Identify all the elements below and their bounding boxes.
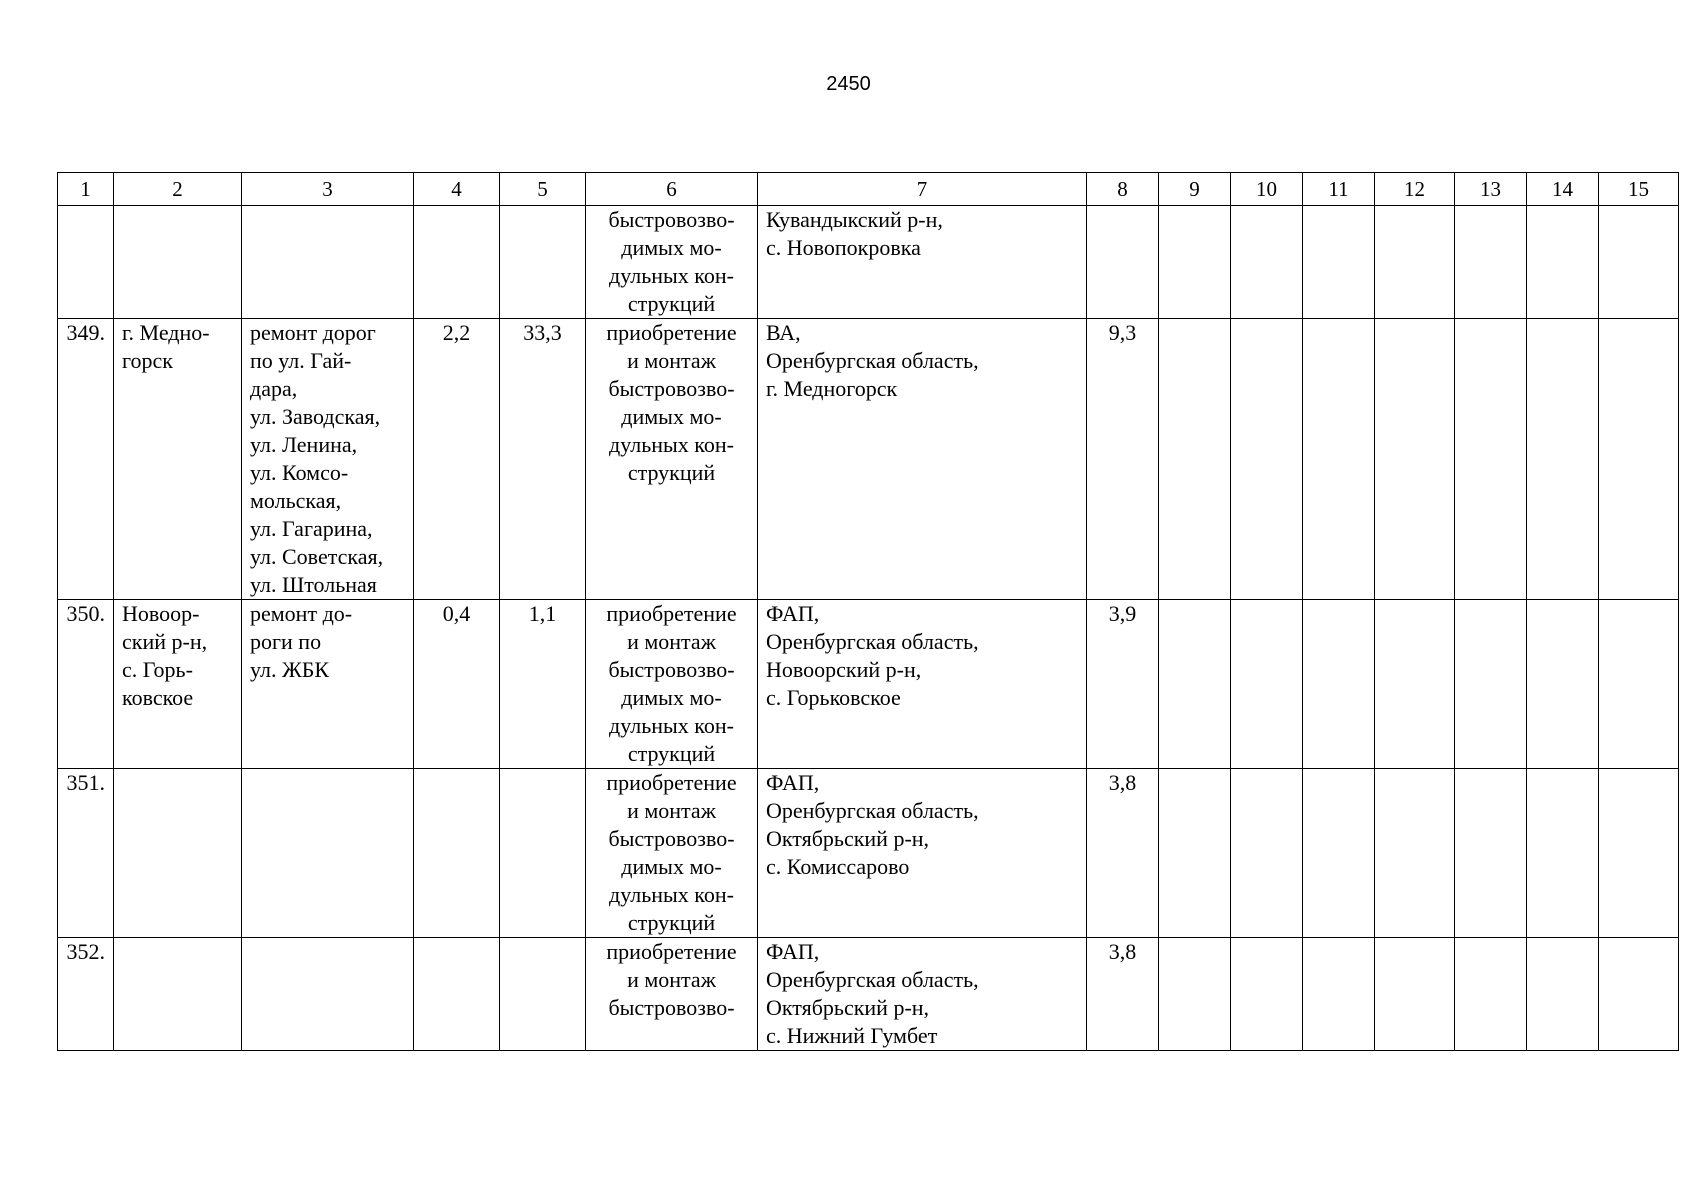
empty-cell [1455, 600, 1527, 769]
value-cell-8 [1087, 206, 1159, 319]
empty-cell [1599, 319, 1679, 600]
column-header: 7 [758, 173, 1087, 206]
empty-cell [1455, 938, 1527, 1051]
work-description-cell [242, 938, 414, 1051]
measure-cell: приобретение и монтаж быстровозво- димых мо- дульных кон- струкций [586, 769, 758, 938]
empty-cell [1303, 600, 1375, 769]
empty-cell [1599, 769, 1679, 938]
value-cell-4 [414, 938, 500, 1051]
empty-cell [1527, 938, 1599, 1051]
empty-cell [1599, 600, 1679, 769]
column-header: 8 [1087, 173, 1159, 206]
column-header: 9 [1159, 173, 1231, 206]
row-number [58, 206, 114, 319]
object-cell: ФАП, Оренбургская область, Октябрьский р-н, с. Нижний Гумбет [758, 938, 1087, 1051]
page-number: 2450 [826, 73, 871, 95]
value-cell-8: 9,3 [1087, 319, 1159, 600]
empty-cell [1455, 769, 1527, 938]
value-cell-8: 3,8 [1087, 938, 1159, 1051]
table-row [58, 938, 1679, 1051]
empty-cell [1375, 938, 1455, 1051]
locality-cell [114, 206, 242, 319]
empty-cell [1159, 319, 1231, 600]
column-header: 15 [1599, 173, 1679, 206]
work-description-cell: ремонт дорог по ул. Гай- дара, ул. Заводская, ул. Ленина, ул. Комсо- мольская, ул. Гагарина, ул. Советская, ул. Штольная [242, 319, 414, 600]
empty-cell [1303, 319, 1375, 600]
empty-cell [1159, 938, 1231, 1051]
column-header: 5 [500, 173, 586, 206]
table-row [58, 319, 1679, 600]
work-description-cell [242, 769, 414, 938]
empty-cell [1159, 769, 1231, 938]
value-cell-5 [500, 206, 586, 319]
data-table [57, 172, 1679, 1051]
table-row [58, 206, 1679, 319]
value-cell-4 [414, 206, 500, 319]
empty-cell [1599, 206, 1679, 319]
value-cell-5: 33,3 [500, 319, 586, 600]
empty-cell [1231, 319, 1303, 600]
row-number: 350. [58, 600, 114, 769]
locality-cell [114, 938, 242, 1051]
column-header: 4 [414, 173, 500, 206]
work-description-cell: ремонт до- роги по ул. ЖБК [242, 600, 414, 769]
column-header: 13 [1455, 173, 1527, 206]
empty-cell [1231, 769, 1303, 938]
column-header: 3 [242, 173, 414, 206]
empty-cell [1527, 206, 1599, 319]
empty-cell [1231, 938, 1303, 1051]
value-cell-8: 3,9 [1087, 600, 1159, 769]
empty-cell [1527, 319, 1599, 600]
measure-cell: приобретение и монтаж быстровозво- [586, 938, 758, 1051]
table-row [58, 600, 1679, 769]
empty-cell [1303, 938, 1375, 1051]
value-cell-5 [500, 938, 586, 1051]
empty-cell [1375, 600, 1455, 769]
empty-cell [1159, 600, 1231, 769]
work-description-cell [242, 206, 414, 319]
measure-cell: приобретение и монтаж быстровозво- димых мо- дульных кон- струкций [586, 319, 758, 600]
empty-cell [1527, 769, 1599, 938]
column-header: 2 [114, 173, 242, 206]
empty-cell [1375, 206, 1455, 319]
empty-cell [1375, 319, 1455, 600]
measure-cell: быстровозво- димых мо- дульных кон- струкций [586, 206, 758, 319]
column-header: 6 [586, 173, 758, 206]
row-number: 351. [58, 769, 114, 938]
empty-cell [1455, 206, 1527, 319]
empty-cell [1231, 206, 1303, 319]
value-cell-5: 1,1 [500, 600, 586, 769]
object-cell: Кувандыкский р-н, с. Новопокровка [758, 206, 1087, 319]
row-number: 352. [58, 938, 114, 1051]
row-number: 349. [58, 319, 114, 600]
empty-cell [1231, 600, 1303, 769]
empty-cell [1527, 600, 1599, 769]
object-cell: ФАП, Оренбургская область, Октябрьский р-н, с. Комиссарово [758, 769, 1087, 938]
value-cell-8: 3,8 [1087, 769, 1159, 938]
empty-cell [1159, 206, 1231, 319]
value-cell-5 [500, 769, 586, 938]
locality-cell [114, 769, 242, 938]
empty-cell [1599, 938, 1679, 1051]
header-row [58, 173, 1679, 206]
locality-cell: г. Медно- горск [114, 319, 242, 600]
column-header: 1 [58, 173, 114, 206]
value-cell-4: 0,4 [414, 600, 500, 769]
locality-cell: Новоор- ский р-н, с. Горь- ковское [114, 600, 242, 769]
column-header: 12 [1375, 173, 1455, 206]
empty-cell [1455, 319, 1527, 600]
value-cell-4 [414, 769, 500, 938]
column-header: 10 [1231, 173, 1303, 206]
empty-cell [1303, 206, 1375, 319]
table-row [58, 769, 1679, 938]
column-header: 11 [1303, 173, 1375, 206]
value-cell-4: 2,2 [414, 319, 500, 600]
object-cell: ФАП, Оренбургская область, Новоорский р-н, с. Горьковское [758, 600, 1087, 769]
measure-cell: приобретение и монтаж быстровозво- димых мо- дульных кон- струкций [586, 600, 758, 769]
column-header: 14 [1527, 173, 1599, 206]
empty-cell [1303, 769, 1375, 938]
empty-cell [1375, 769, 1455, 938]
object-cell: ВА, Оренбургская область, г. Медногорск [758, 319, 1087, 600]
